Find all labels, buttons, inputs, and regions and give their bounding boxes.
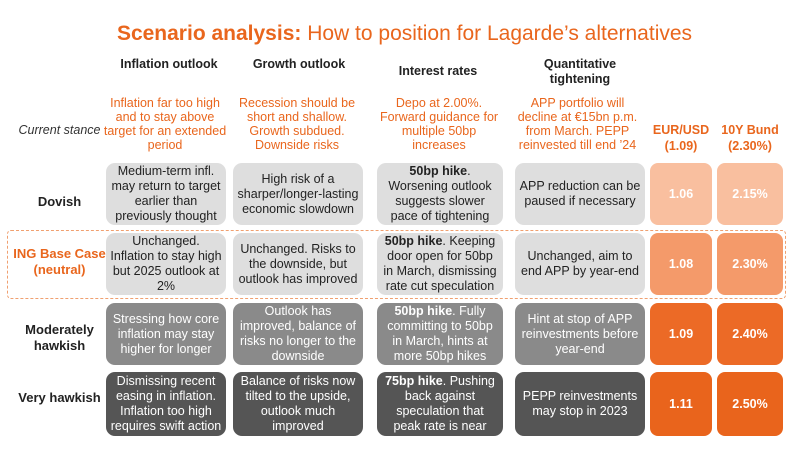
cell-modhawk-eurusd: 1.09 (650, 303, 712, 365)
rates-rest: . Keeping door open for 50bp in March, dismissing rate cut speculation (383, 234, 497, 293)
bund-current: (2.30%) (728, 139, 772, 153)
cell-veryhawk-inflation: Dismissing recent easing in inflation. Inflation too high requires swift action (106, 372, 226, 436)
eurusd-current: (1.09) (664, 139, 698, 153)
cell-modhawk-qt: Hint at stop of APP reinvestments before year-end (515, 303, 645, 365)
cell-base-qt: Unchanged, aim to end APP by year-end (515, 233, 645, 295)
header-inflation: Inflation outlook (120, 57, 218, 71)
current-stance-label: Current stance (18, 123, 101, 137)
cell-dovish-eurusd: 1.06 (650, 163, 712, 225)
eurusd-name: EUR/USD (652, 123, 710, 137)
cell-dovish-rates (377, 163, 503, 225)
cell-dovish-inflation: Medium-term infl. may return to target earlier than previously thought (106, 163, 226, 225)
cell-base-growth: Unchanged. Risks to the downside, but outlook has improved (233, 233, 363, 295)
cell-veryhawk-eurusd: 1.11 (650, 372, 712, 436)
cell-base-eurusd: 1.08 (650, 233, 712, 295)
row-label-moderately-hawkish: Moderately hawkish (25, 322, 94, 353)
stance-growth: Recession should be short and shallow. Growth subdued. Downside risks (238, 96, 356, 152)
stance-rates: Depo at 2.00%. Forward guidance for multiple 50bp increases (379, 96, 499, 152)
rates-rest: . Fully committing to 50bp in March, hints at more 50bp hikes (387, 304, 493, 363)
cell-modhawk-rates (377, 303, 503, 365)
stance-qt: APP portfolio will decline at €15bn p.m. from March. PEPP reinvested till end ’24 (517, 96, 638, 152)
cell-veryhawk-growth: Balance of risks now tilted to the upside, outlook much improved (233, 372, 363, 436)
rates-bold: 50bp hike (409, 164, 468, 178)
rates-rest: . Worsening outlook suggests slower pace of tightening (388, 164, 492, 223)
title-rest: How to position for Lagarde’s alternatives (301, 22, 693, 45)
cell-base-inflation: Unchanged. Inflation to stay high but 2025 outlook at 2% (106, 233, 226, 295)
market-header-bund (714, 122, 786, 154)
market-header-eurusd (648, 122, 714, 154)
header-rates: Interest rates (398, 64, 478, 78)
cell-base-bund: 2.30% (717, 233, 783, 295)
cell-veryhawk-bund: 2.50% (717, 372, 783, 436)
bund-name: 10Y Bund (721, 123, 779, 137)
title-bold: Scenario analysis: (116, 22, 302, 45)
cell-veryhawk-qt: PEPP reinvestments may stop in 2023 (515, 372, 645, 436)
cell-modhawk-bund: 2.40% (717, 303, 783, 365)
cell-dovish-bund: 2.15% (717, 163, 783, 225)
rates-bold: 75bp hike (385, 374, 443, 388)
row-label-dovish: Dovish (37, 194, 82, 209)
page-title (0, 22, 809, 46)
cell-dovish-qt: APP reduction can be paused if necessary (515, 163, 645, 225)
cell-modhawk-inflation: Stressing how core inflation may stay higher for longer (106, 303, 226, 365)
header-qt: Quantitative tightening (543, 57, 617, 86)
row-label-base-case: ING Base Case (neutral) (13, 246, 106, 277)
rates-bold: 50bp hike (394, 304, 453, 318)
header-growth: Growth outlook (252, 57, 346, 71)
cell-modhawk-growth: Outlook has improved, balance of risks no longer to the downside (233, 303, 363, 365)
stance-inflation: Inflation far too high and to stay above target for an extended period (103, 96, 227, 152)
rates-rest: . Pushing back against speculation that peak rate is near (393, 374, 495, 433)
cell-base-rates (377, 233, 503, 295)
cell-veryhawk-rates (377, 372, 503, 436)
row-label-very-hawkish: Very hawkish (18, 390, 101, 405)
rates-bold: 50bp hike (384, 234, 443, 248)
cell-dovish-growth: High risk of a sharper/longer-lasting economic slowdown (233, 163, 363, 225)
